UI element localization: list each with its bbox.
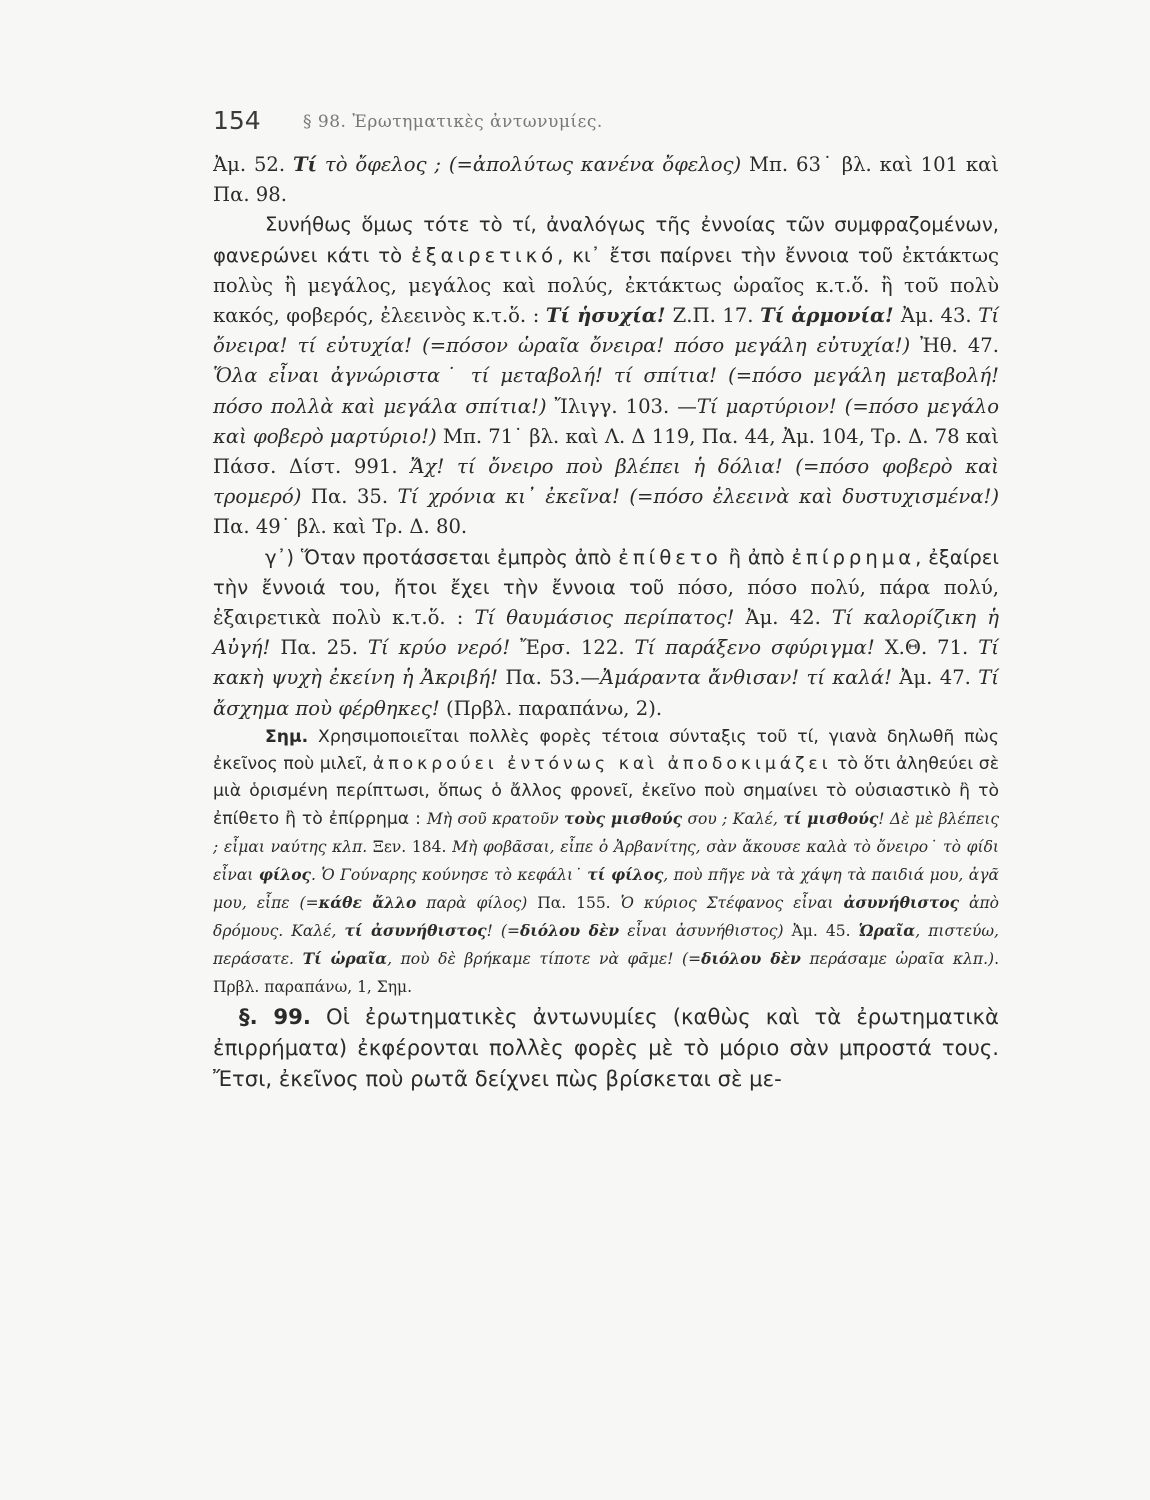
- text-run: , κι᾽ ἔτσι παίρνει τὴν ἔννοια τοῦ: [557, 243, 903, 267]
- paragraph-continuation: [213, 150, 999, 210]
- text-run: γ᾽) Ὅταν προτάσσεται ἐμπρὸς ἀπὸ: [265, 545, 619, 569]
- example-italic: ! (=: [486, 922, 520, 941]
- text-run: Χ.Θ. 71.: [874, 636, 979, 660]
- text-run: ἢ ἀπὸ: [721, 545, 792, 569]
- text-run: Συνήθως ὅμως τότε τὸ τί, ἀναλόγως τῆς ἐννοίας τῶν συμφραζομένων, φανερώνει κάτι τὸ: [213, 213, 999, 267]
- text-run-bold-italic: Τί: [292, 153, 318, 176]
- example-bold: τί μισθούς: [783, 809, 879, 829]
- text-run-bold-italic: Τί ἁρμονία!: [760, 304, 901, 328]
- example-citation: . Πρβλ. παραπάνω, 1, Σημ.: [213, 950, 1000, 996]
- text-run-italic: Τί καλορίζικη ἡ Αὐγή!: [213, 606, 999, 660]
- example-citation: Ἀμ. 45.: [783, 922, 859, 941]
- example-italic: εἶναι ἀσυνήθιστος): [619, 922, 784, 941]
- example-italic: , ποὺ πῆγε νὰ τὰ χάψη τὰ παιδιά μου, ἀγᾶ μου, εἶπε (=: [213, 865, 999, 913]
- text-run: Ἴλιγγ. 103. —: [546, 394, 697, 418]
- text-run: Μπ. 63˙ βλ. καὶ 101 καὶ Πα. 98.: [213, 153, 999, 207]
- text-run: Ἀμ. 52.: [213, 153, 293, 176]
- paragraph-usage: [213, 210, 999, 542]
- example-bold: διόλου δὲν: [701, 949, 801, 969]
- text-run-italic: Τί χρόνια κι᾽ ἐκεῖνα! (=πόσο ἐλεεινὰ καὶ δυστυχισμένα!): [397, 485, 999, 509]
- text-run: πόσο, πόσο πολύ, πάρα πολύ, ἐξαιρετικὰ πολὺ κ.τ.ὅ. :: [213, 575, 999, 630]
- note-paragraph: [213, 724, 999, 1001]
- text-run: Οἱ ἐρωτηματικὲς ἀντωνυμίες (καθὼς καὶ τὰ ἐρωτηματικὰ ἐπιρρήματα) ἐκφέρονται πολλὲς φορὲς μὲ τὸ μόριο σὰν μπροστά τους. Ἔτσι, ἐκεῖνος ποὺ ρωτᾶ δείχνει πὼς βρίσκεται σὲ με-: [213, 1003, 999, 1091]
- text-run-spaced: ἐπίθετο: [618, 545, 722, 569]
- text-run-italic: Τί μαρτύριον! (=πόσο μεγάλο καὶ φοβερὸ μαρτύριο!): [213, 394, 1000, 448]
- text-run: Πα. 49˙ βλ. καὶ Τρ. Δ. 80.: [213, 515, 468, 539]
- example-bold: τί ἀσυνήθιστος: [344, 921, 487, 941]
- example-italic: , ποὺ δὲ βρήκαμε τίποτε νὰ φᾶμε! (=: [387, 950, 702, 969]
- page-header: [213, 106, 1003, 142]
- text-run: (Πρβλ. παραπάνω, 2).: [439, 696, 663, 720]
- text-run-italic: Τί ὄνειρα! τί εὐτυχία! (=πόσον ὡραῖα ὄνειρα! πόσο μεγάλη εὐτυχία!): [213, 304, 1000, 358]
- text-run: τὸ ὅτι ἀληθεύει σὲ μιὰ ὁρισμένη περίπτωσι, ὅπως ὁ ἄλλος φρονεῖ, ἐκεῖνο ποὺ σημαίνει τὸ οὐσιαστικὸ ἢ τὸ ἐπίθετο ἢ τὸ ἐπίρρημα :: [213, 754, 999, 830]
- text-run-spaced: ἐξαιρετικό: [411, 243, 558, 267]
- text-run: ἐκτάκτως πολὺς ἢ μεγάλος, μεγάλος καὶ πολύς, ἐκτάκτως ὡραῖος κ.τ.ὅ. ἢ τοῦ πολὺ κακός, φοβερός, ἐλεεινὸς κ.τ.ὅ. :: [213, 243, 1000, 328]
- example-bold: τοὺς μισθούς: [564, 809, 683, 829]
- text-run-italic: Τί κακὴ ψυχὴ ἐκείνη ἡ Ἀκριβή!: [213, 636, 999, 690]
- text-run: , ἐξαίρει τὴν ἔννοιά του, ἤτοι ἔχει τὴν ἔννοια τοῦ: [213, 545, 999, 599]
- example-bold: Τί ὡραῖα: [302, 949, 388, 969]
- text-run: Πα. 53.—: [497, 666, 600, 690]
- text-run-italic: Ὅλα εἶναι ἀγνώριστα˙ τί μεταβολή! τί σπίτια! (=πόσο μεγάλη μεταβολή! πόσο πολλὰ καὶ μεγάλα σπίτια!): [213, 364, 999, 418]
- text-run: Μπ. 71˙ βλ. καὶ Λ. Δ 119, Πα. 44, Ἀμ. 104, Τρ. Δ. 78 καὶ Πάσσ. Δίστ. 991.: [213, 424, 1000, 479]
- example-italic: Ὁ κύριος Στέφανος εἶναι: [620, 894, 844, 913]
- text-run-bold-italic: Τί ἡσυχία!: [545, 304, 673, 328]
- text-run-italic: Τί κρύο νερό!: [367, 636, 511, 660]
- text-run: Ἀμ. 42.: [734, 606, 832, 630]
- example-italic: Μὴ φοβᾶσαι, εἶπε ὁ Ἀρβανίτης, σὰν ἄκουσε καλὰ τὸ ὄνειρο˙ τὸ φίδι εἶναι: [213, 837, 999, 884]
- example-bold: τί φίλος: [587, 864, 664, 884]
- paragraph-gamma: [213, 543, 999, 724]
- text-run-italic: τὸ ὄφελος ; (=ἀπολύτως κανένα ὄφελος): [317, 153, 742, 176]
- example-bold: φίλος: [258, 864, 311, 884]
- text-run: Πα. 35.: [301, 485, 398, 509]
- text-run-italic: Τί ἄσχημα ποὺ φέρθηκες!: [213, 666, 999, 720]
- text-run: Ζ.Π. 17.: [672, 304, 761, 328]
- text-run: Ἀμ. 43.: [900, 304, 979, 328]
- example-bold: Ὡραῖα: [858, 921, 916, 941]
- example-italic: περάσαμε ὡραῖα κλπ.): [800, 950, 995, 969]
- example-bold: κάθε ἄλλο: [318, 893, 417, 913]
- text-run: Ἀμ. 47.: [891, 666, 979, 690]
- example-italic: , πιστεύω, περάσατε.: [213, 922, 999, 969]
- example-italic: ! Δὲ μὲ βλέπεις ; εἶμαι ναύτης κλπ.: [213, 810, 1000, 856]
- text-run-italic: Τί θαυμάσιος περίπατος!: [474, 606, 735, 630]
- text-run: Χρησιμοποιεῖται πολλὲς φορὲς τέτοια σύνταξις τοῦ τί, γιανὰ δηλωθῆ πὼς ἐκεῖνος ποὺ μιλεῖ,: [213, 726, 999, 775]
- text-run: Ἔρσ. 122.: [510, 636, 635, 660]
- page-number: 154: [213, 106, 261, 135]
- example-citation: Ξεν. 184.: [367, 837, 453, 856]
- text-run: Ἠθ. 47.: [910, 334, 999, 358]
- example-italic: ἀπὸ δρόμους. Καλέ,: [213, 894, 999, 941]
- example-italic: Μὴ σοῦ κρατοῦν: [426, 810, 565, 829]
- text-run: Πα. 25.: [270, 636, 368, 660]
- text-run-italic: Τί παράξενο σφύριγμα!: [634, 636, 875, 660]
- note-label: Σημ.: [265, 726, 309, 747]
- example-citation: Πα. 155.: [527, 894, 621, 913]
- example-italic: σου ; Καλέ,: [682, 810, 784, 829]
- example-italic: παρὰ φίλος): [416, 894, 528, 913]
- text-run-spaced: ἐπίρρημα: [791, 545, 916, 569]
- section-number: §. 99.: [239, 1003, 311, 1029]
- example-bold: διόλου δὲν: [519, 921, 620, 941]
- page-body: [213, 150, 999, 1094]
- running-head: § 98. Ἐρωτηματικὲς ἀντωνυμίες.: [303, 112, 603, 132]
- section-99-paragraph: [213, 1001, 999, 1094]
- example-bold: ἀσυνήθιστος: [843, 893, 960, 913]
- text-run-spaced: ἀποκρούει ἐντόνως καὶ ἀποδοκιμάζει: [372, 754, 832, 775]
- text-run-italic: Ἄχ! τί ὄνειρο ποὺ βλέπει ἡ δόλια! (=πόσο φοβερὸ καὶ τρομερό): [213, 455, 999, 509]
- text-run-italic: Ἀμάραντα ἄνθισαν! τί καλά!: [599, 666, 892, 690]
- example-italic: . Ὁ Γούναρης κούνησε τὸ κεφάλι˙: [310, 865, 588, 884]
